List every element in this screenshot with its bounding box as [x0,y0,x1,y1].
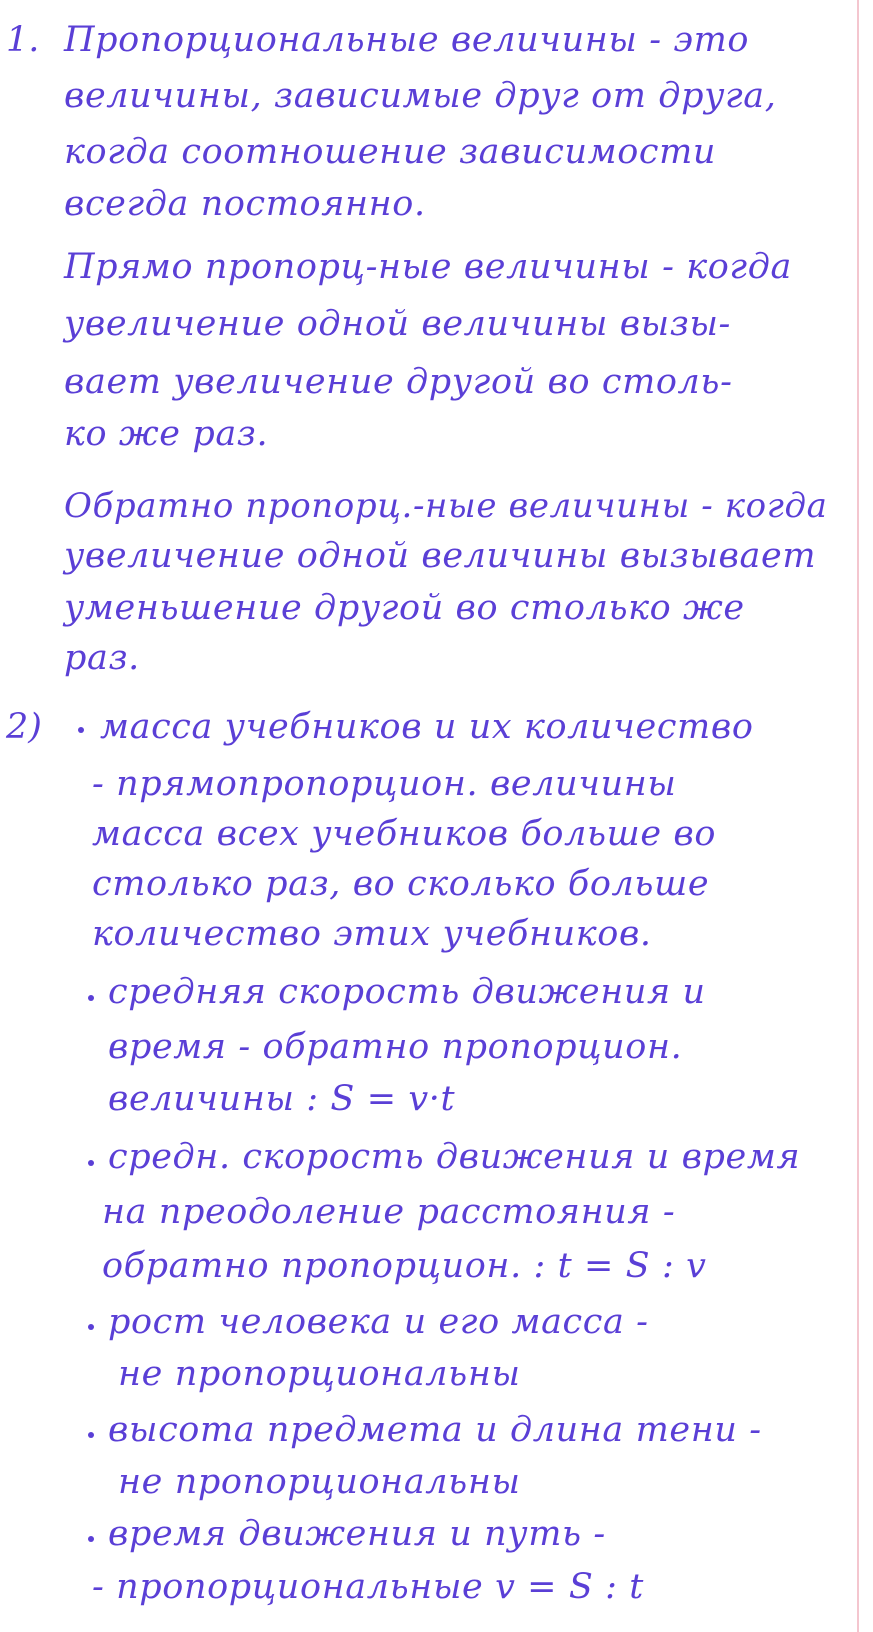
list-item-line: не пропорциональны [118,1354,521,1394]
section-2-number: 2) [6,707,42,747]
definition-line: Пропорциональные величины - это [64,20,750,60]
direct-proportion-line: вает увеличение другой во столь- [64,362,733,402]
inverse-proportion-line: увеличение одной величины вызывает [64,536,817,576]
list-item-line: - пропорциональные v = S : t [92,1567,644,1607]
definition-line: всегда постоянно. [64,184,426,224]
bullet-dot [88,1324,94,1330]
list-item-line: средняя скорость движения и [108,972,706,1012]
list-item-line: рост человека и его масса - [108,1302,649,1342]
bullet-dot [88,995,94,1001]
list-item-line: обратно пропорцион. : t = S : v [102,1246,707,1286]
list-item-line: - прямопропорцион. величины [92,764,677,804]
inverse-proportion-line: раз. [64,638,140,678]
direct-proportion-line: увеличение одной величины вызы- [64,304,731,344]
list-item-line: средн. скорость движения и время [108,1137,801,1177]
section-1-number: 1. [6,20,40,60]
margin-rule [857,0,859,1632]
list-item-line: величины : S = v·t [108,1079,456,1119]
bullet-dot [88,1536,94,1542]
list-item-line: время движения и путь - [108,1514,606,1554]
bullet-dot [78,727,84,733]
direct-proportion-line: ко же раз. [64,414,269,454]
list-item-line: масса всех учебников больше во [92,814,717,854]
inverse-proportion-line: уменьшение другой во столько же [64,588,745,628]
list-item-line: не пропорциональны [118,1462,521,1502]
bullet-dot [88,1432,94,1438]
list-item-line: высота предмета и длина тени - [108,1410,762,1450]
inverse-proportion-line: Обратно пропорц.-ные величины - когда [64,486,828,526]
list-item-line: время - обратно пропорцион. [108,1027,683,1067]
bullet-dot [88,1160,94,1166]
list-item-line: столько раз, во сколько больше [92,864,710,904]
list-item-line: масса учебников и их количество [100,707,754,747]
direct-proportion-line: Прямо пропорц-ные величины - когда [64,247,792,287]
list-item-line: на преодоление расстояния - [102,1192,676,1232]
definition-line: когда соотношение зависимости [64,132,717,172]
list-item-line: количество этих учебников. [92,914,652,954]
definition-line: величины, зависимые друг от друга, [64,76,777,116]
